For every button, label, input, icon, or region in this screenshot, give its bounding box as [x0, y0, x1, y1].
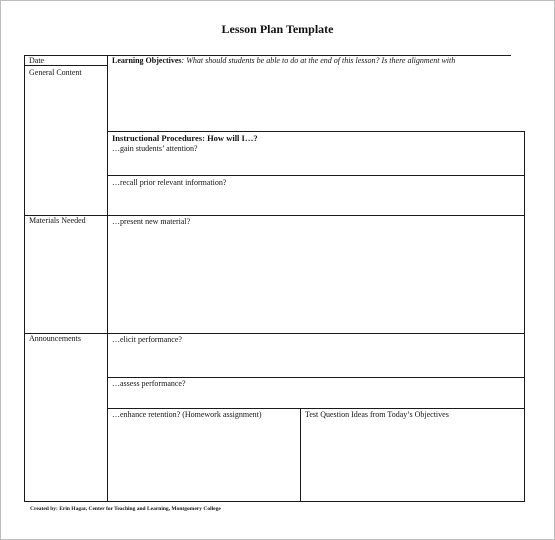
recall-prior-text: …recall prior relevant information? [112, 178, 227, 187]
materials-needed-label: Materials Needed [29, 216, 86, 225]
document-title: Lesson Plan Template [221, 22, 334, 36]
elicit-performance-text: …elicit performance? [112, 335, 182, 344]
learning-objectives-prompt: : What should students be able to do at the end of this lesson? Is there alignment with [181, 56, 456, 65]
announcements-label: Announcements [29, 334, 81, 343]
instructional-top-divider [107, 131, 525, 132]
gain-attention-divider [107, 175, 525, 176]
elicit-divider [107, 377, 525, 378]
gain-attention-text: …gain students’ attention? [112, 144, 198, 153]
footer-credit: Created by: Erin Hagar, Center for Teaching and Learning, Montgomery College [30, 506, 221, 512]
assess-performance-text: …assess performance? [112, 379, 186, 388]
recall-divider [107, 215, 525, 216]
present-material-text: …present new material? [112, 217, 191, 226]
table-right-border [524, 131, 525, 502]
learning-objectives-line [112, 56, 512, 66]
present-divider [107, 333, 525, 334]
learning-objectives-label: Learning Objectives [112, 56, 182, 65]
instructional-procedures-label: Instructional Procedures: How will I…? [112, 133, 258, 143]
date-label: Date [29, 56, 45, 65]
bottom-split-divider [300, 408, 301, 502]
assess-divider [107, 408, 525, 409]
table-bottom-border [24, 501, 525, 502]
enhance-retention-text: …enhance retention? (Homework assignment) [112, 410, 262, 419]
test-question-ideas-text: Test Question Ideas from Today’s Objectives [305, 410, 449, 419]
table-left-border [24, 55, 25, 502]
general-content-label: General Content [29, 68, 82, 77]
table-column-divider [107, 55, 108, 502]
